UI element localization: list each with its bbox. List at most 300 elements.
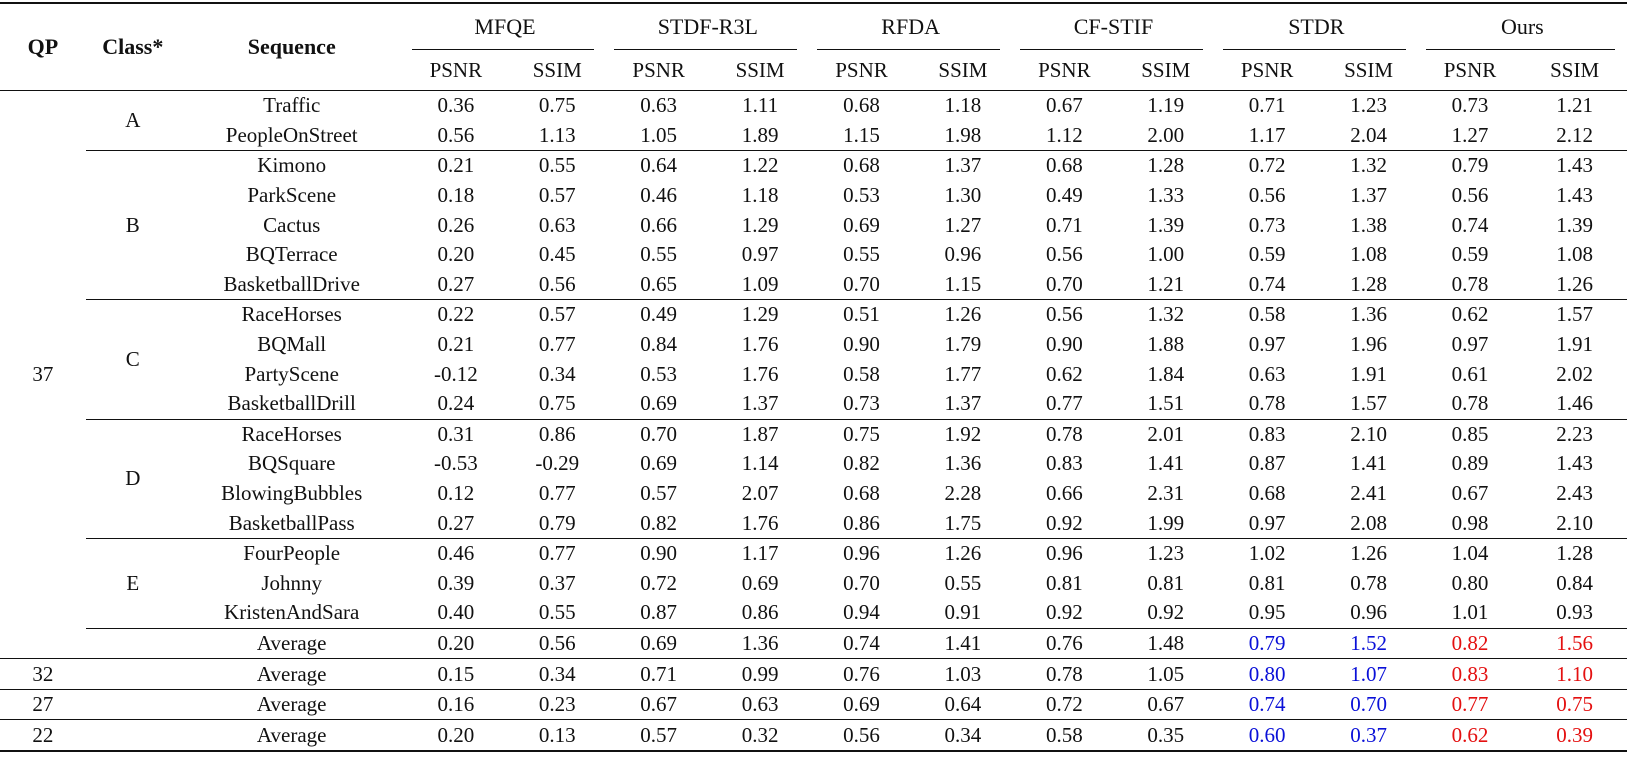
value-cell: 1.30 — [944, 183, 982, 208]
value-cell: 0.32 — [711, 720, 809, 751]
value-cell: 0.39 — [1522, 720, 1627, 751]
value-cell: 0.68 — [809, 151, 914, 181]
value-cell: 0.97 — [741, 242, 779, 267]
value-cell: 0.82 — [843, 451, 880, 476]
value-cell: 0.24 — [437, 391, 475, 416]
value-cell: 0.34 — [508, 659, 606, 690]
value-cell: 1.37 — [741, 391, 779, 416]
value-cell: 0.64 — [914, 689, 1012, 720]
value-cell: 1.56 — [1522, 628, 1627, 659]
value-cell: 2.00 — [1147, 122, 1185, 147]
header-metric-ssim: SSIM — [735, 57, 785, 82]
table-row — [0, 359, 1627, 389]
value-cell: 0.80 — [1215, 659, 1320, 690]
table-row — [0, 538, 1627, 568]
value-cell: 0.62 — [1045, 361, 1083, 386]
table-row — [0, 300, 1627, 330]
value-cell: 1.08 — [1556, 242, 1594, 267]
header-metric-psnr: PSNR — [1443, 57, 1497, 82]
table-row — [0, 181, 1627, 211]
table-row — [0, 270, 1627, 300]
value-cell: 0.20 — [404, 628, 509, 659]
value-cell: 1.39 — [1147, 212, 1185, 237]
table-row — [0, 479, 1627, 509]
value-cell: -0.53 — [433, 451, 478, 476]
value-cell: 1.91 — [1350, 361, 1387, 386]
value-cell: 0.80 — [1451, 570, 1489, 595]
value-cell: 0.56 — [1045, 242, 1083, 267]
header-metric-ssim: SSIM — [1550, 57, 1600, 82]
value-cell: 0.13 — [508, 720, 606, 751]
value-cell: 2.41 — [1350, 481, 1387, 506]
value-cell: 0.66 — [1045, 481, 1083, 506]
value-cell: 0.27 — [437, 271, 475, 296]
header-sequence: Sequence — [180, 3, 404, 91]
value-cell: 0.56 — [1451, 183, 1489, 208]
value-cell: 0.57 — [538, 183, 576, 208]
value-cell: 1.00 — [1147, 242, 1185, 267]
value-cell: 2.08 — [1350, 510, 1387, 535]
value-cell: 1.17 — [711, 538, 809, 568]
value-cell: 0.64 — [606, 151, 711, 181]
value-cell: 0.53 — [640, 361, 678, 386]
value-cell: 0.68 — [1248, 481, 1286, 506]
value-cell: 1.76 — [741, 510, 779, 535]
value-cell: 1.23 — [1117, 538, 1215, 568]
value-cell: 0.78 — [1451, 391, 1489, 416]
sequence-cell: BQSquare — [247, 451, 336, 476]
value-cell: 0.94 — [843, 600, 880, 625]
value-cell: 0.34 — [538, 361, 576, 386]
value-cell: 0.95 — [1248, 600, 1286, 625]
header-metric-psnr: PSNR — [1240, 57, 1294, 82]
value-cell: 0.35 — [1117, 720, 1215, 751]
value-cell: 2.10 — [1319, 419, 1417, 449]
value-cell: 0.62 — [1418, 720, 1523, 751]
value-cell: 0.93 — [1556, 600, 1594, 625]
value-cell: 0.55 — [640, 242, 678, 267]
value-cell: 0.40 — [437, 600, 475, 625]
value-cell: 1.29 — [711, 300, 809, 330]
value-cell: 1.05 — [640, 122, 678, 147]
value-cell: 1.98 — [944, 122, 982, 147]
value-cell: 1.33 — [1147, 183, 1185, 208]
value-cell: 0.63 — [640, 93, 678, 118]
header-method-stdr: STDR — [1215, 3, 1418, 50]
value-cell: 1.12 — [1045, 122, 1083, 147]
value-cell: 0.77 — [1045, 391, 1083, 416]
value-cell: 1.26 — [1319, 538, 1417, 568]
value-cell: 0.74 — [1451, 212, 1489, 237]
value-cell: 0.63 — [538, 212, 576, 237]
qp-cell: 22 — [0, 720, 86, 751]
value-cell: 1.88 — [1147, 332, 1185, 357]
value-cell: 1.36 — [711, 628, 809, 659]
value-cell: 0.81 — [1045, 570, 1083, 595]
value-cell: 0.96 — [1012, 538, 1117, 568]
results-table-body — [0, 91, 1627, 752]
value-cell: 0.65 — [640, 271, 678, 296]
table-row — [0, 151, 1627, 181]
value-cell: 0.55 — [538, 600, 576, 625]
value-cell: 0.12 — [437, 481, 475, 506]
value-cell: 0.81 — [1248, 570, 1286, 595]
value-cell: 2.10 — [1556, 510, 1594, 535]
value-cell: 1.41 — [1350, 451, 1387, 476]
class-cell-empty — [86, 689, 180, 720]
value-cell: 0.71 — [606, 659, 711, 690]
value-cell: 0.46 — [640, 183, 678, 208]
value-cell: 2.02 — [1556, 361, 1594, 386]
value-cell: 0.72 — [640, 570, 678, 595]
value-cell: 1.21 — [1147, 271, 1185, 296]
value-cell: 1.37 — [944, 391, 982, 416]
value-cell: 1.03 — [914, 659, 1012, 690]
value-cell: 0.53 — [843, 183, 880, 208]
value-cell: 1.27 — [1451, 122, 1489, 147]
value-cell: 1.43 — [1522, 151, 1627, 181]
value-cell: 0.97 — [1248, 332, 1286, 357]
sequence-cell: BQTerrace — [245, 242, 338, 267]
value-cell: 1.99 — [1147, 510, 1185, 535]
value-cell: 0.67 — [1117, 689, 1215, 720]
value-cell: 0.70 — [843, 570, 880, 595]
table-row — [0, 121, 1627, 151]
sequence-cell: FourPeople — [180, 538, 404, 568]
value-cell: 0.39 — [437, 570, 475, 595]
value-cell: 0.78 — [1451, 271, 1489, 296]
value-cell: 0.67 — [1045, 93, 1083, 118]
average-row — [0, 720, 1627, 751]
value-cell: 0.56 — [437, 122, 475, 147]
value-cell: 0.55 — [843, 242, 880, 267]
value-cell: 0.37 — [538, 570, 576, 595]
value-cell: 1.28 — [1522, 538, 1627, 568]
value-cell: 0.96 — [1350, 600, 1387, 625]
value-cell: 0.81 — [1147, 570, 1185, 595]
value-cell: 0.92 — [1045, 510, 1083, 535]
header-metric-ssim: SSIM — [532, 57, 582, 82]
value-cell: 1.26 — [914, 300, 1012, 330]
value-cell: 1.96 — [1350, 332, 1387, 357]
value-cell: 0.37 — [1319, 720, 1417, 751]
value-cell: 0.75 — [538, 391, 576, 416]
value-cell: 0.76 — [1012, 628, 1117, 659]
value-cell: 0.67 — [606, 689, 711, 720]
value-cell: 0.75 — [538, 93, 576, 118]
value-cell: 0.79 — [1215, 628, 1320, 659]
header-metric-psnr: PSNR — [1038, 57, 1091, 82]
sequence-cell: Kimono — [180, 151, 404, 181]
value-cell: 1.57 — [1350, 391, 1387, 416]
value-cell: 1.28 — [1117, 151, 1215, 181]
value-cell: 1.13 — [538, 122, 576, 147]
average-label: Average — [180, 720, 404, 751]
value-cell: 0.92 — [1147, 600, 1185, 625]
value-cell: 0.61 — [1451, 361, 1489, 386]
value-cell: 1.41 — [914, 628, 1012, 659]
value-cell: 1.26 — [1556, 271, 1594, 296]
value-cell: 0.79 — [538, 510, 576, 535]
value-cell: 1.18 — [944, 93, 982, 118]
sequence-cell: BQMall — [257, 332, 327, 357]
value-cell: 0.86 — [741, 600, 779, 625]
table-row — [0, 330, 1627, 360]
table-row — [0, 240, 1627, 270]
value-cell: 0.90 — [843, 332, 880, 357]
class-cell: D — [86, 419, 180, 538]
qp-cell: 37 — [0, 91, 86, 659]
value-cell: 0.22 — [404, 300, 509, 330]
value-cell: 0.36 — [437, 93, 475, 118]
value-cell: 0.55 — [508, 151, 606, 181]
value-cell: 1.37 — [914, 151, 1012, 181]
value-cell: 0.56 — [508, 628, 606, 659]
value-cell: 1.39 — [1556, 212, 1594, 237]
results-table — [0, 2, 1627, 752]
sequence-cell: BasketballPass — [228, 510, 355, 535]
value-cell: 0.74 — [809, 628, 914, 659]
value-cell: 2.12 — [1556, 122, 1594, 147]
value-cell: 0.26 — [437, 212, 475, 237]
header-metric-psnr: PSNR — [632, 57, 685, 82]
value-cell: 0.27 — [437, 510, 475, 535]
value-cell: 0.15 — [404, 659, 509, 690]
value-cell: 0.58 — [843, 361, 880, 386]
value-cell: 0.90 — [1045, 332, 1083, 357]
value-cell: 1.32 — [1319, 151, 1417, 181]
header-method-stdf-r3l: STDF-R3L — [606, 3, 809, 50]
value-cell: 2.23 — [1522, 419, 1627, 449]
value-cell: 1.28 — [1350, 271, 1387, 296]
value-cell: 0.69 — [809, 689, 914, 720]
value-cell: 1.76 — [741, 332, 779, 357]
value-cell: 0.70 — [1319, 689, 1417, 720]
value-cell: 0.66 — [640, 212, 678, 237]
value-cell: 0.85 — [1418, 419, 1523, 449]
class-cell-empty — [86, 659, 180, 690]
value-cell: 0.23 — [508, 689, 606, 720]
table-row — [0, 210, 1627, 240]
qp-cell: 32 — [0, 659, 86, 690]
value-cell: 1.15 — [843, 122, 880, 147]
value-cell: 0.96 — [809, 538, 914, 568]
value-cell: 1.29 — [741, 212, 779, 237]
value-cell: 1.10 — [1522, 659, 1627, 690]
value-cell: 0.75 — [809, 419, 914, 449]
value-cell: 0.59 — [1451, 242, 1489, 267]
average-row — [0, 659, 1627, 690]
value-cell: 0.49 — [606, 300, 711, 330]
value-cell: 2.01 — [1117, 419, 1215, 449]
value-cell: 0.83 — [1418, 659, 1523, 690]
value-cell: 0.77 — [538, 332, 576, 357]
table-row — [0, 389, 1627, 419]
average-label: Average — [180, 628, 404, 659]
header-metric-ssim: SSIM — [1344, 57, 1394, 82]
value-cell: 0.69 — [843, 212, 880, 237]
header-metric-psnr: PSNR — [835, 57, 888, 82]
sequence-cell: KristenAndSara — [224, 600, 360, 625]
value-cell: 0.34 — [914, 720, 1012, 751]
value-cell: 1.15 — [944, 271, 982, 296]
value-cell: 0.56 — [538, 271, 576, 296]
table-row — [0, 569, 1627, 599]
value-cell: 0.58 — [1012, 720, 1117, 751]
value-cell: 0.82 — [1418, 628, 1523, 659]
value-cell: 1.14 — [741, 451, 779, 476]
value-cell: 1.89 — [741, 122, 779, 147]
value-cell: 0.89 — [1451, 451, 1489, 476]
value-cell: 0.97 — [1248, 510, 1286, 535]
value-cell: 1.11 — [742, 93, 779, 118]
value-cell: 2.43 — [1556, 481, 1594, 506]
value-cell: 1.48 — [1117, 628, 1215, 659]
class-cell-empty — [86, 628, 180, 659]
value-cell: 0.86 — [843, 510, 880, 535]
value-cell: 0.63 — [1248, 361, 1286, 386]
value-cell: 0.87 — [640, 600, 678, 625]
value-cell: 0.31 — [404, 419, 509, 449]
sequence-cell: PeopleOnStreet — [225, 122, 358, 147]
value-cell: 0.99 — [711, 659, 809, 690]
value-cell: 0.98 — [1451, 510, 1489, 535]
sequence-cell: Cactus — [263, 212, 321, 237]
value-cell: 0.51 — [809, 300, 914, 330]
value-cell: 1.04 — [1418, 538, 1523, 568]
value-cell: 0.70 — [1045, 271, 1083, 296]
class-cell: E — [86, 538, 180, 628]
header-metric-ssim: SSIM — [938, 57, 988, 82]
header-class: Class* — [86, 3, 180, 91]
value-cell: 0.57 — [640, 481, 678, 506]
class-cell: A — [125, 108, 141, 133]
value-cell: 1.27 — [944, 212, 982, 237]
sequence-cell: RaceHorses — [180, 419, 404, 449]
average-row — [0, 628, 1627, 659]
class-cell: B — [86, 151, 180, 300]
value-cell: 0.76 — [809, 659, 914, 690]
value-cell: 0.72 — [1012, 689, 1117, 720]
value-cell: 0.77 — [538, 481, 576, 506]
value-cell: 0.60 — [1215, 720, 1320, 751]
table-row — [0, 598, 1627, 628]
value-cell: 0.84 — [640, 332, 678, 357]
value-cell: 0.58 — [1215, 300, 1320, 330]
sequence-cell: ParkScene — [247, 183, 337, 208]
value-cell: 0.57 — [606, 720, 711, 751]
value-cell: 0.78 — [1012, 659, 1117, 690]
value-cell: 0.82 — [640, 510, 678, 535]
value-cell: 0.73 — [843, 391, 880, 416]
table-row — [0, 419, 1627, 449]
header-method-ours: Ours — [1418, 3, 1627, 50]
value-cell: 0.77 — [1418, 689, 1523, 720]
value-cell: 1.41 — [1147, 451, 1185, 476]
value-cell: 0.92 — [1045, 600, 1083, 625]
value-cell: 0.86 — [508, 419, 606, 449]
sequence-cell: BlowingBubbles — [221, 481, 363, 506]
value-cell: -0.12 — [433, 361, 478, 386]
value-cell: 1.84 — [1147, 361, 1185, 386]
value-cell: 1.19 — [1147, 93, 1185, 118]
value-cell: 0.78 — [1012, 419, 1117, 449]
class-cell: C — [86, 300, 180, 419]
header-method-mfqe: MFQE — [404, 3, 607, 50]
value-cell: 0.49 — [1045, 183, 1083, 208]
header-method-rfda: RFDA — [809, 3, 1012, 50]
value-cell: 1.26 — [914, 538, 1012, 568]
value-cell: 1.76 — [741, 361, 779, 386]
value-cell: 1.05 — [1117, 659, 1215, 690]
value-cell: 0.97 — [1451, 332, 1489, 357]
header-qp: QP — [0, 3, 86, 91]
value-cell: 0.73 — [1248, 212, 1286, 237]
value-cell: 0.69 — [606, 628, 711, 659]
value-cell: 0.69 — [640, 451, 678, 476]
value-cell: 0.20 — [437, 242, 475, 267]
value-cell: 0.21 — [437, 332, 475, 357]
value-cell: 0.83 — [1215, 419, 1320, 449]
value-cell: 0.90 — [606, 538, 711, 568]
header-method-cf-stif: CF-STIF — [1012, 3, 1215, 50]
sequence-cell: RaceHorses — [180, 300, 404, 330]
value-cell: 1.75 — [944, 510, 982, 535]
value-cell: 2.04 — [1350, 122, 1387, 147]
value-cell: 0.83 — [1045, 451, 1083, 476]
value-cell: 1.51 — [1147, 391, 1185, 416]
average-label: Average — [180, 659, 404, 690]
value-cell: 0.20 — [404, 720, 509, 751]
table-row — [0, 508, 1627, 538]
table-row — [0, 91, 1627, 121]
value-cell: 1.21 — [1556, 93, 1594, 118]
sequence-cell: Johnny — [261, 570, 323, 595]
value-cell: 1.36 — [944, 451, 982, 476]
sequence-cell: PartyScene — [244, 361, 339, 386]
value-cell: 2.31 — [1147, 481, 1185, 506]
value-cell: 0.70 — [606, 419, 711, 449]
value-cell: 0.77 — [508, 538, 606, 568]
value-cell: 0.63 — [711, 689, 809, 720]
value-cell: 0.91 — [944, 600, 982, 625]
value-cell: 0.84 — [1556, 570, 1594, 595]
value-cell: 0.79 — [1418, 151, 1523, 181]
value-cell: -0.29 — [535, 451, 580, 476]
table-row — [0, 449, 1627, 479]
value-cell: 0.75 — [1522, 689, 1627, 720]
value-cell: 1.43 — [1556, 451, 1594, 476]
header-metric-psnr: PSNR — [429, 57, 483, 82]
value-cell: 0.68 — [1012, 151, 1117, 181]
value-cell: 0.59 — [1248, 242, 1286, 267]
value-cell: 1.01 — [1451, 600, 1489, 625]
value-cell: 0.73 — [1451, 93, 1489, 118]
value-cell: 1.08 — [1350, 242, 1387, 267]
value-cell: 0.56 — [809, 720, 914, 751]
qp-cell: 27 — [0, 689, 86, 720]
header-row-methods — [0, 3, 1627, 50]
value-cell: 1.57 — [1522, 300, 1627, 330]
value-cell: 0.78 — [1248, 391, 1286, 416]
value-cell: 0.46 — [404, 538, 509, 568]
value-cell: 0.87 — [1248, 451, 1286, 476]
header-metric-ssim: SSIM — [1141, 57, 1191, 82]
value-cell: 0.21 — [404, 151, 509, 181]
value-cell: 1.87 — [711, 419, 809, 449]
value-cell: 0.70 — [843, 271, 880, 296]
value-cell: 0.56 — [1012, 300, 1117, 330]
